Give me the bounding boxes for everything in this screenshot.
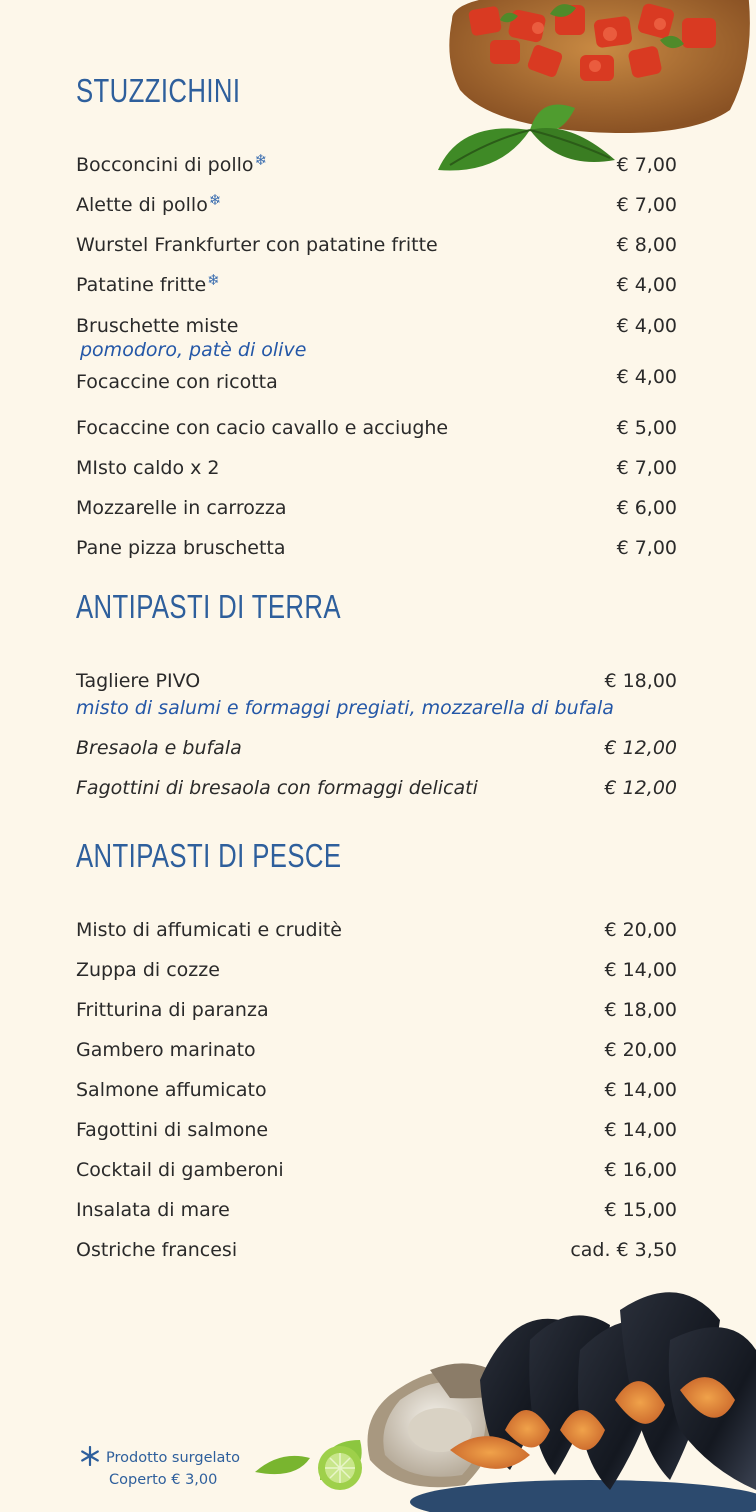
menu-item — [76, 536, 677, 560]
item-name: Bresaola e bufala — [76, 737, 242, 759]
frozen-product-note: Prodotto surgelato — [106, 1450, 240, 1466]
item-price: € 16,00 — [604, 1159, 677, 1181]
item-price: € 15,00 — [604, 1199, 677, 1221]
cover-charge: Coperto € 3,00 — [109, 1472, 218, 1488]
item-price: € 18,00 — [604, 999, 677, 1021]
item-name: Gambero marinato — [76, 1039, 256, 1061]
item-price: € 12,00 — [604, 737, 677, 759]
item-price: € 12,00 — [604, 777, 677, 799]
item-price: € 4,00 — [616, 366, 677, 388]
menu-item — [76, 1038, 677, 1062]
item-name: Alette di pollo — [76, 194, 208, 216]
item-name: Pane pizza bruschetta — [76, 537, 286, 559]
menu-item — [76, 1158, 677, 1182]
item-name: Insalata di mare — [76, 1199, 230, 1221]
item-name: Focaccine con cacio cavallo e acciughe — [76, 417, 449, 439]
menu-item — [76, 958, 677, 982]
section-title-stuzzichini: STUZZICHINI — [76, 72, 241, 109]
menu-item — [76, 736, 677, 760]
footer — [80, 1446, 240, 1491]
menu-item — [76, 776, 677, 800]
item-price: € 18,00 — [604, 670, 677, 692]
menu-item — [76, 1198, 677, 1222]
item-name: Cocktail di gamberoni — [76, 1159, 284, 1181]
item-name: Bocconcini di pollo — [76, 154, 254, 176]
item-price: € 4,00 — [616, 315, 677, 337]
menu-item — [76, 1238, 677, 1262]
item-name: Tagliere PIVO — [76, 670, 201, 692]
item-price: € 7,00 — [616, 194, 677, 216]
seafood-image — [250, 1280, 756, 1512]
menu-item — [76, 1118, 677, 1142]
item-price: € 20,00 — [604, 1039, 677, 1061]
item-name: Misto di affumicati e cruditè — [76, 919, 342, 941]
item-name: Wurstel Frankfurter con patatine fritte — [76, 234, 438, 256]
menu-item — [76, 153, 677, 177]
menu-item — [76, 669, 677, 693]
item-price: € 14,00 — [604, 959, 677, 981]
snowflake-icon — [80, 1446, 100, 1466]
snowflake-icon: ❄ — [208, 191, 222, 209]
item-name: Fagottini di salmone — [76, 1119, 269, 1141]
section-title-terra: ANTIPASTI DI TERRA — [76, 588, 341, 625]
menu-item — [76, 273, 677, 297]
item-name: Salmone affumicato — [76, 1079, 267, 1101]
item-name: Focaccine con ricotta — [76, 371, 278, 393]
item-price: € 20,00 — [604, 919, 677, 941]
snowflake-icon: ❄ — [207, 271, 220, 289]
item-name: Ostriche francesi — [76, 1239, 238, 1261]
item-price: € 4,00 — [616, 274, 677, 296]
item-price: € 8,00 — [616, 234, 677, 256]
menu-item — [76, 193, 677, 217]
item-description: pomodoro, patè di olive — [80, 339, 307, 361]
item-price: € 7,00 — [616, 154, 677, 176]
item-description: misto di salumi e formaggi pregiati, mozzarella di bufala — [76, 697, 614, 719]
menu-item — [76, 456, 677, 480]
item-name: Patatine fritte — [76, 274, 207, 296]
item-name: MIsto caldo x 2 — [76, 457, 220, 479]
menu-item — [76, 998, 677, 1022]
snowflake-icon: ❄ — [254, 151, 268, 169]
menu-item — [76, 918, 677, 942]
item-price: € 14,00 — [604, 1119, 677, 1141]
item-name: Mozzarelle in carrozza — [76, 497, 287, 519]
item-price: cad. € 3,50 — [570, 1239, 677, 1261]
item-price: € 14,00 — [604, 1079, 677, 1101]
menu-item — [76, 314, 677, 338]
item-price: € 5,00 — [616, 417, 677, 439]
menu-item — [76, 496, 677, 520]
item-price: € 7,00 — [616, 537, 677, 559]
item-name: Bruschette miste — [76, 315, 239, 337]
item-name: Fritturina di paranza — [76, 999, 269, 1021]
section-title-pesce: ANTIPASTI DI PESCE — [76, 837, 342, 874]
item-price: € 7,00 — [616, 457, 677, 479]
item-name: Zuppa di cozze — [76, 959, 220, 981]
menu-item — [76, 233, 677, 257]
item-name: Fagottini di bresaola con formaggi delicati — [76, 777, 478, 799]
item-price: € 6,00 — [616, 497, 677, 519]
menu-item — [76, 1078, 677, 1102]
menu-item — [76, 416, 677, 440]
menu-item — [76, 365, 677, 393]
